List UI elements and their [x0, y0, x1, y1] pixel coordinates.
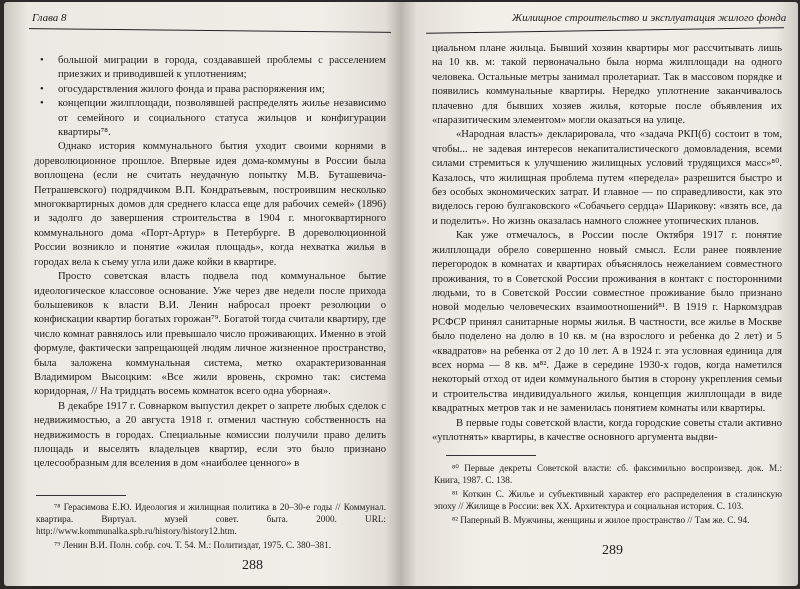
footnote: ⁸⁰ Первые декреты Советской власти: сб. факсимильно воспроизвед. док. М.: Книга, 1987. С. 138.: [434, 463, 782, 485]
open-book: [4, 2, 798, 586]
paragraph: циальном плане жильца. Бывший хозяин квартиры мог рассчитывать лишь на 10 кв. м: такой первоначально была норма жилплощади на одного человека. Остальные метры занимал пролетариат. Так в массовом порядке и появились коммунальные квартиры. Нередко уплотнение заканчивалось плачевно для бывших хозяев жилья, которые после объявления их «паразитическим элементом» могли оказаться на улице.: [432, 43, 782, 127]
left-footnotes: [36, 501, 386, 553]
footnote-rule: [36, 495, 126, 496]
paragraph: Как уже отмечалось, в России после Октября 1917 г. понятие жилплощади обрело совершенно новый смысл. Если ранее появление перегородок в комнатах и квартирах объяснялось нежеланием совместного проживания, то в Советской России проживания в контакт с посторонними людьми, то в Советской России совместное проживание было признано новой моделью человеческих взаимоотношений⁸¹. В 1919 г. Наркомздрав РСФСР принял санитарные нормы жилья. В частности, все жилье в Москве было поделено на долю в 10 кв. м (на взрослого и ребенка до 2 лет) и 5 «квадратов» на ребенка от 2 до 10 лет. А в 1924 г. эта условная единица для всех норма — 8 кв. м⁸². Даже в середине 1930-х годов, когда наметился некоторый отход от идеи коммунального бытия в сторону укрепления семьи и строительства индивидуального жилья, концепция жилплощади в виде квадратных метров так и не заменилась понятием комнаты или квартиры.: [432, 230, 782, 415]
left-body-text: [34, 54, 386, 472]
footnote: ⁸¹ Коткин С. Жилье и субъективный характер его распределения в сталинскую эпоху // Жилище в России: век XX. Архитектура и социальная история. С. 103.: [434, 489, 782, 511]
bullet-item: • огосударствления жилого фонда и права распоряжения им;: [34, 83, 386, 97]
paragraph: Однако история коммунального бытия уходит своими корнями в дореволюционное прошлое. Впервые идея дома-коммуны в России была воплощена (если не считать неудачную попытку М.В. Буташевича-Петрашевского) подрядчиком В.П. Кондратьевым, построившим несколько многоквартирных домов для среднего класса еще для рабочих семей» (1896) и задолго до завершения строительства в 1904 г. многоквартирного коммунального дома «Порт-Артур» в Петербурге. В дореволюционной России возникло и понятие «жилая площадь», когда нехватка жилья в городах вела к съему угла или даже койки в квартире.: [34, 141, 386, 268]
footnote: ⁷⁹ Ленин В.И. Полн. собр. соч. Т. 54. М.: Политиздат, 1975. С. 380–381.: [54, 540, 331, 550]
right-page: [424, 2, 789, 586]
page-number: 288: [242, 558, 263, 573]
bullet-item: • большой миграции в города, создававшей проблемы с расселением приезжих и приводившей к уплотнениям;: [34, 54, 386, 83]
footnote-rule: [446, 455, 536, 456]
paragraph: «Народная власть» декларировала, что «задача РКП(б) состоит в том, чтобы... не задевая интересов некапиталистического домовладения, всеми силами стремиться к улучшению жилищных условий трудящихся масс»⁸⁰. Казалось, что жилищная проблема путем «передела» разрешится быстро и без особых экономических затрат. И главное — по справедливости, как это виделось герою булгаковского «Собачьего сердца» Шарикову: «взять все, да и поделить». Но жизнь оказалась намного сложнее утопических планов.: [432, 129, 782, 227]
paragraph: В первые годы советской власти, когда городские советы стали активно «уплотнять» квартиры, в качестве основного аргумента выдви-: [432, 417, 782, 443]
paragraph: В декабре 1917 г. Совнарком выпустил декрет о запрете любых сделок с недвижимостью, а 20 августа 1918 г. отменил частную собственность на недвижимость в городах. Специальные комиссии получили право делить площадь и выселять владельцев квартир, если это было признано целесообразным для вселения в дом «наиболее ценного» в: [34, 400, 386, 470]
footnote: ⁸² Паперный В. Мужчины, женщины и жилое пространство // Там же. С. 94.: [452, 515, 750, 525]
left-page: [14, 2, 399, 586]
running-header: Жилищное строительство и эксплуатация жилого фонда: [512, 12, 787, 24]
paragraph: Просто советская власть подвела под коммунальное бытие идеологическое классовое основание. Уже через две недели после прихода большевиков к власти В.И. Ленин набросал проект резолюции о конфискации квартир богатых горожан⁷⁹. Богатой тогда считали квартиру, где число комнат равнялось или превышало число проживающих. Именно в этой формуле, фактически запрещающей людям личное жизненное пространство, была заложена коммунальная система, метко охарактеризованная Владимиром Высоцким: «Все жили вровень, скромно так: система коридорная, // На тридцать восемь комнаток всего одна уборная».: [34, 271, 386, 398]
bullet-list: [34, 54, 386, 140]
footnote: ⁷⁸ Герасимова Е.Ю. Идеология и жилищная политика в 20–30-е годы // Коммунал. квартира. Виртуал. музей совет. быта. 2000. URL: http://www.kommunalka.spb.ru/history/history12.htm.: [36, 502, 386, 536]
header-rule: [426, 27, 784, 34]
right-footnotes: [434, 462, 782, 528]
chapter-header: Глава 8: [32, 12, 67, 24]
right-body-text: [432, 42, 782, 445]
bullet-item: • концепции жилплощади, позволявшей распределять жилье независимо от семейного и социального статуса жильцов и конфигурации квартиры⁷⁸.: [34, 97, 386, 140]
page-number: 289: [602, 543, 623, 558]
header-rule: [29, 28, 391, 33]
